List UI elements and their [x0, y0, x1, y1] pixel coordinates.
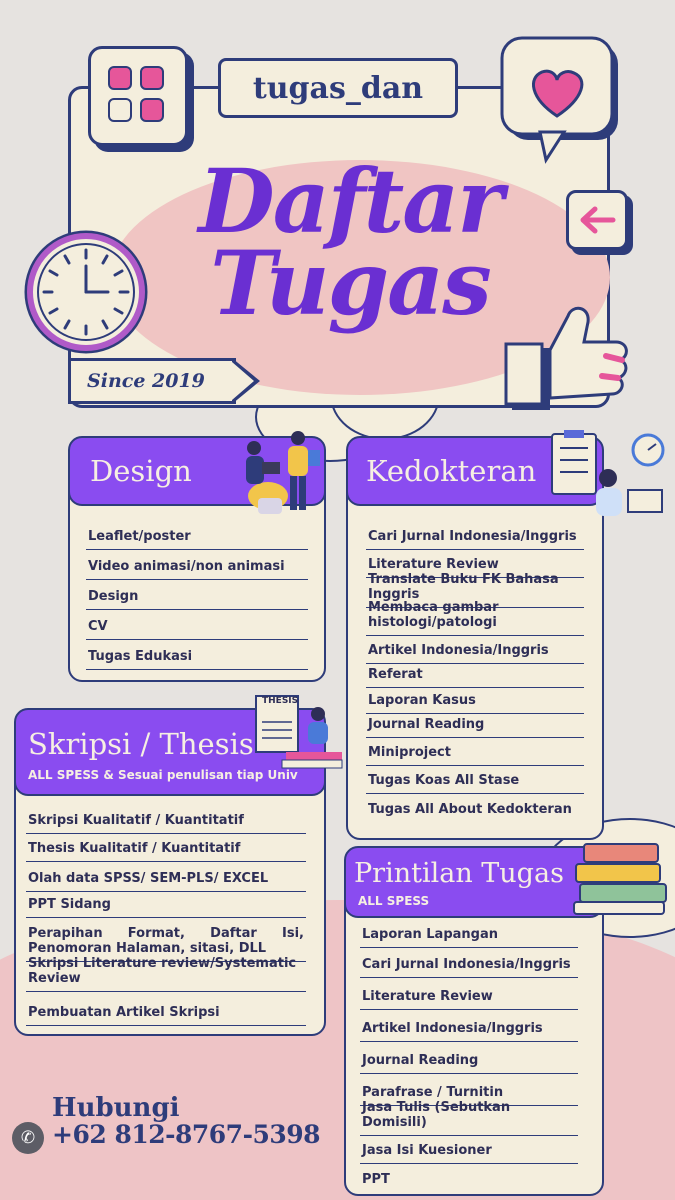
brand-label: tugas_dan	[218, 58, 458, 118]
printilan-card-header	[344, 846, 604, 918]
thumbs-up-icon	[498, 290, 638, 414]
list-item: Laporan Lapangan	[360, 920, 578, 948]
kedokteran-list	[366, 520, 584, 822]
list-item: PPT Sidang	[26, 892, 306, 918]
list-item: Skripsi Literature review/Systematic Review	[26, 962, 306, 992]
list-item: Miniproject	[366, 738, 584, 766]
list-item: PPT	[362, 1172, 390, 1187]
list-item: Literature Review	[366, 550, 584, 578]
kedokteran-title: Kedokteran	[366, 454, 537, 488]
since-tag-arrow-inner	[232, 362, 254, 400]
list-item: Perapihan Format, Daftar Isi, Penomoran Halaman, sitasi, DLL	[26, 918, 306, 962]
since-tag: Since 2019	[68, 358, 236, 404]
list-item: Tugas Koas All Stase	[366, 766, 584, 794]
list-item: Laporan Kasus	[366, 688, 584, 714]
heart-bubble-icon	[500, 36, 630, 166]
printilan-list	[360, 920, 578, 1192]
book-stack-illustration	[570, 838, 670, 918]
back-arrow-icon	[566, 190, 628, 250]
list-item: Jasa Tulis (Sebutkan Domisili)	[360, 1106, 578, 1136]
design-title: Design	[90, 454, 192, 488]
list-item: Pembuatan Artikel Skripsi	[26, 992, 306, 1026]
list-item: Cari Jurnal Indonesia/Inggris	[360, 948, 578, 978]
list-item: Tugas All About Kedokteran	[368, 802, 572, 817]
list-item: Artikel Indonesia/Inggris	[360, 1010, 578, 1042]
list-item: Literature Review	[360, 978, 578, 1010]
list-item: Artikel Indonesia/Inggris	[366, 636, 584, 664]
printilan-subtitle: ALL SPESS	[358, 894, 430, 908]
list-item: Jasa Isi Kuesioner	[360, 1136, 578, 1164]
phone-icon[interactable]: ✆	[12, 1122, 44, 1154]
printilan-title: Printilan Tugas	[354, 858, 564, 889]
list-item: Cari Jurnal Indonesia/Inggris	[366, 520, 584, 550]
clock-icon	[22, 228, 150, 356]
list-item: Video animasi/non animasi	[86, 550, 308, 580]
thesis-book-label: THESIS	[262, 696, 299, 706]
list-item: Thesis Kualitatif / Kuantitatif	[26, 834, 306, 862]
skripsi-title: Skripsi / Thesis	[28, 727, 254, 761]
list-item: CV	[86, 610, 308, 640]
title-line-2: Tugas	[210, 231, 490, 335]
list-item: Journal Reading	[360, 1042, 578, 1074]
contact-phone[interactable]: +62 812-8767-5398	[52, 1120, 321, 1149]
skripsi-list	[26, 804, 306, 1026]
list-item: Translate Buku FK Bahasa Inggris	[366, 578, 584, 608]
list-item: Olah data SPSS/ SEM-PLS/ EXCEL	[26, 862, 306, 892]
design-list	[86, 520, 308, 670]
app-grid-icon	[88, 46, 188, 146]
list-item: Skripsi Kualitatif / Kuantitatif	[26, 804, 306, 834]
list-item: Parafrase / Turnitin	[360, 1074, 578, 1106]
list-item: Leaflet/poster	[86, 520, 308, 550]
medical-checklist-illustration	[548, 428, 668, 524]
list-item: Membaca gambar histologi/patologi	[366, 608, 584, 636]
list-item: Journal Reading	[366, 714, 584, 738]
title-line-1: Daftar	[198, 149, 502, 253]
team-working-illustration	[228, 426, 326, 518]
skripsi-subtitle: ALL SPESS & Sesuai penulisan tiap Univ	[28, 768, 298, 782]
list-item: Tugas Edukasi	[86, 640, 308, 670]
list-item: Referat	[366, 664, 584, 688]
list-item: Design	[86, 580, 308, 610]
page-title	[140, 149, 560, 335]
contact-label: Hubungi	[52, 1093, 180, 1123]
